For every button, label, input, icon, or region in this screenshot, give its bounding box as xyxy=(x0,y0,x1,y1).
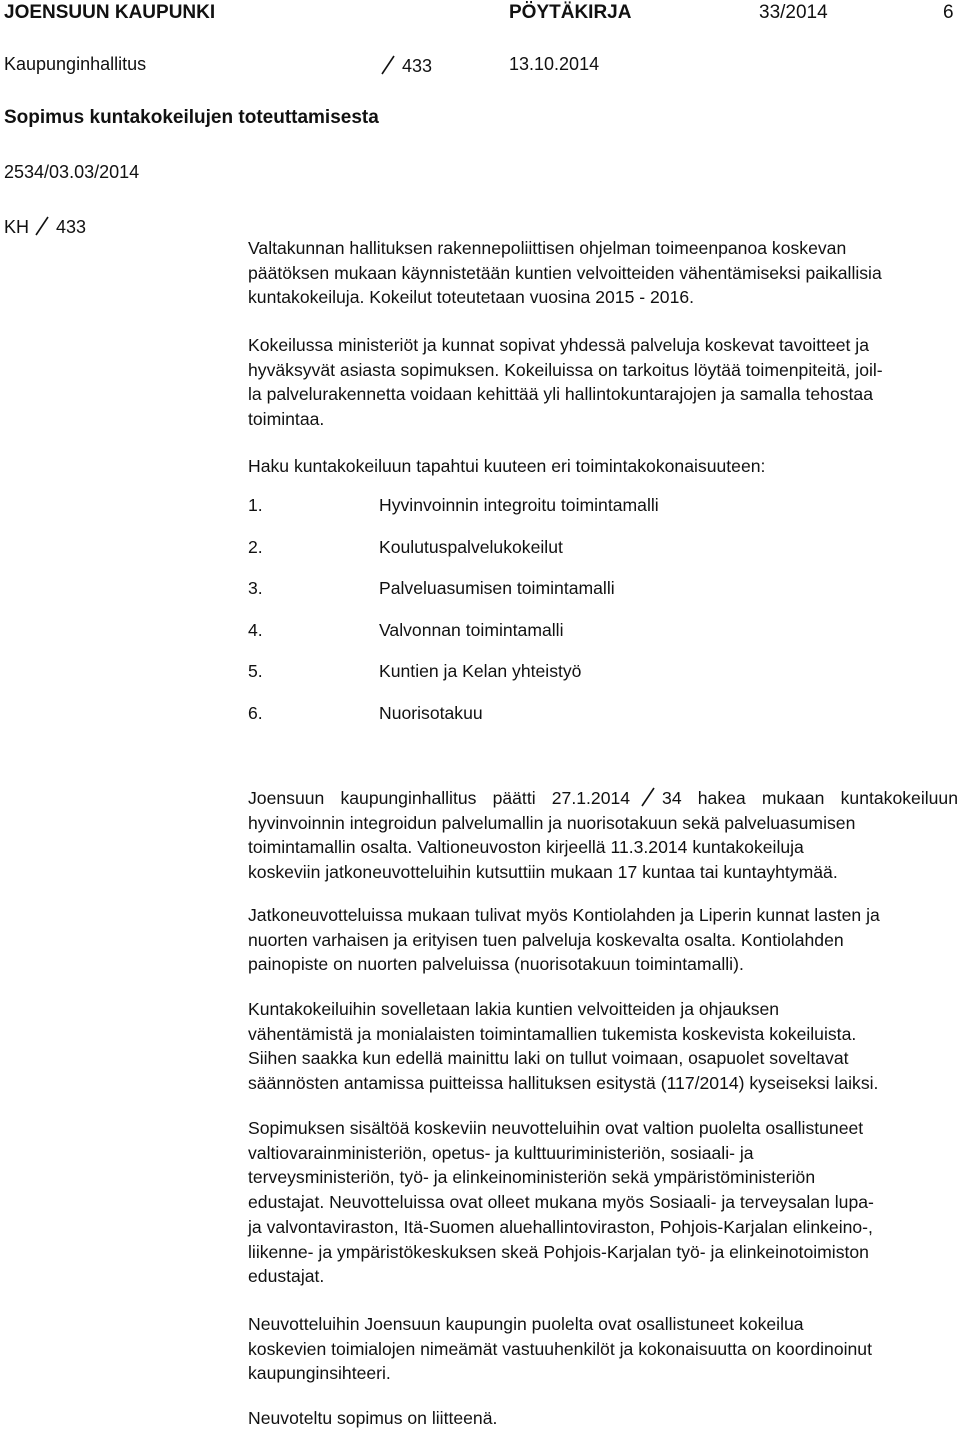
paragraph-line: nuorten varhaisen ja erityisen tuen palveluja koskevalta osalta. Kontiolahden xyxy=(248,929,844,950)
board-name: Kaupunginhallitus xyxy=(4,54,147,74)
header-section xyxy=(375,54,432,77)
paragraph-line: liikenne- ja ympäristökeskuksen skeä Pohjois-Karjalan työ- ja elinkeinotoimiston xyxy=(248,1241,869,1262)
page-number: 6 xyxy=(943,2,954,23)
paragraph-line: Neuvotteluihin Joensuun kaupungin puolelta ovat osallistuneet kokeilua xyxy=(248,1314,804,1334)
list-item-number: 1. xyxy=(248,495,263,515)
section-sign-icon xyxy=(378,54,398,76)
paragraph-line: painopiste on nuorten palveluissa (nuorisotakuun toimintamalli). xyxy=(248,954,744,975)
list-item: Kuntien ja Kelan yhteistyö xyxy=(379,661,582,681)
list-item: Nuorisotakuu xyxy=(379,703,483,723)
kh-section-number: 433 xyxy=(56,217,87,237)
paragraph-negotiations xyxy=(248,903,958,977)
paragraph-line: koskevien toimialojen nimeämät vastuuhenkilöt ja kokonaisuutta on koordinoinut xyxy=(248,1338,872,1359)
paragraph-line: päätöksen mukaan käynnistetään kuntien velvoitteiden vähentämiseksi paikallisia xyxy=(248,262,882,283)
section-sign-icon xyxy=(32,215,52,237)
list-item: Hyvinvoinnin integroitu toimintamalli xyxy=(379,495,659,515)
list-item-number: 5. xyxy=(248,661,263,681)
list-item-number: 3. xyxy=(248,578,263,598)
paragraph-line: Kokeilussa ministeriöt ja kunnat sopivat yhdessä palveluja koskevat tavoitteet ja xyxy=(248,335,870,355)
paragraph-line: Siihen saakka kun edellä mainittu laki on tullut voimaan, osapuolet soveltavat xyxy=(248,1048,849,1069)
paragraph-line: vähentämistä ja monialaisten toimintamallien tukemista koskevista kokeiluista. xyxy=(248,1023,857,1044)
paragraph-line: edustajat. xyxy=(248,1266,325,1287)
paragraph-line: kaupunginsihteeri. xyxy=(248,1363,391,1384)
paragraph-line: terveysministeriön, työ- ja elinkeinoministeriön sekä ympäristöministeriön xyxy=(248,1167,816,1188)
decision-date-text: Joensuun kaupunginhallitus päätti 27.1.2014 xyxy=(248,788,631,808)
paragraph-line: la palvelurakennetta voidaan kehittää yli hallintokuntarajojen ja samalla tehostaa xyxy=(248,384,873,405)
paragraph-city-participants xyxy=(248,1312,958,1386)
list-item: Palveluasumisen toimintamalli xyxy=(379,578,615,598)
paragraph-decision xyxy=(248,786,958,885)
paragraph-line: edustajat. Neuvotteluissa ovat olleet mukana myös Sosiaali- ja terveysalan lupa- xyxy=(248,1192,874,1213)
paragraph-agreement xyxy=(248,333,958,432)
paragraph-line: koskeviin jatkoneuvotteluihin kutsuttiin mukaan 17 kuntaa tai kuntayhtymää. xyxy=(248,862,838,883)
paragraph-line: Valtakunnan hallituksen rakennepoliittisen ohjelman toimeenpanoa koskevan xyxy=(248,238,847,258)
document-type: PÖYTÄKIRJA xyxy=(509,2,632,23)
list-item: Valvonnan toimintamalli xyxy=(379,620,564,640)
list-item-number: 6. xyxy=(248,703,263,723)
record-reference: 2534/03.03/2014 xyxy=(4,162,140,182)
paragraph-participants xyxy=(248,1116,958,1289)
meeting-date: 13.10.2014 xyxy=(509,54,600,74)
paragraph-line: Neuvoteltu sopimus on liitteenä. xyxy=(248,1408,498,1428)
paragraph-line: hyväksyvät asiasta sopimuksen. Kokeiluissa on tarkoitus löytää toimenpiteitä, joil- xyxy=(248,359,883,380)
list-item-number: 2. xyxy=(248,537,263,557)
section-sign-icon xyxy=(638,786,658,808)
document-number: 33/2014 xyxy=(759,2,828,23)
kh-section xyxy=(4,215,86,238)
page-title: Sopimus kuntakokeilujen toteuttamisesta xyxy=(4,107,379,128)
paragraph-legislation xyxy=(248,997,958,1096)
kh-label: KH xyxy=(4,217,30,237)
paragraph-line xyxy=(248,786,958,811)
paragraph-line: Sopimuksen sisältöä koskeviin neuvotteluihin ovat valtion puolelta osallistuneet xyxy=(248,1118,864,1138)
paragraph-application xyxy=(248,454,958,479)
paragraph-line: säännösten antamissa puitteissa hallituksen esitystä (117/2014) kyseiseksi laiksi. xyxy=(248,1073,879,1094)
decision-section-text: 34 hakea mukaan kuntakokeiluun xyxy=(662,788,958,808)
list-item-number: 4. xyxy=(248,620,263,640)
paragraph-line: hyvinvoinnin integroidun palvelumallin ja nuorisotakuun sekä palveluasumisen xyxy=(248,812,856,833)
paragraph-attachment xyxy=(248,1406,958,1431)
paragraph-line: Haku kuntakokeiluun tapahtui kuuteen eri toimintakokonaisuuteen: xyxy=(248,456,766,476)
organization-name: JOENSUUN KAUPUNKI xyxy=(4,2,216,23)
paragraph-line: toimintaa. xyxy=(248,409,325,430)
paragraph-intro xyxy=(248,236,958,310)
paragraph-line: Jatkoneuvotteluissa mukaan tulivat myös Kontiolahden ja Liperin kunnat lasten ja xyxy=(248,905,880,925)
paragraph-line: valtiovarainministeriön, opetus- ja kulttuuriministeriön, sosiaali- ja xyxy=(248,1142,754,1163)
paragraph-line: toimintamallin osalta. Valtioneuvoston kirjeellä 11.3.2014 kuntakokeiluja xyxy=(248,837,804,858)
list-item: Koulutuspalvelukokeilut xyxy=(379,537,563,557)
header-section-number: 433 xyxy=(402,56,433,76)
paragraph-line: kuntakokeiluja. Kokeilut toteutetaan vuosina 2015 - 2016. xyxy=(248,287,695,308)
paragraph-line: Kuntakokeiluihin sovelletaan lakia kuntien velvoitteiden ja ohjauksen xyxy=(248,999,780,1019)
paragraph-line: ja valvontaviraston, Itä-Suomen aluehallintoviraston, Pohjois-Karjalan elinkeino-, xyxy=(248,1216,873,1237)
